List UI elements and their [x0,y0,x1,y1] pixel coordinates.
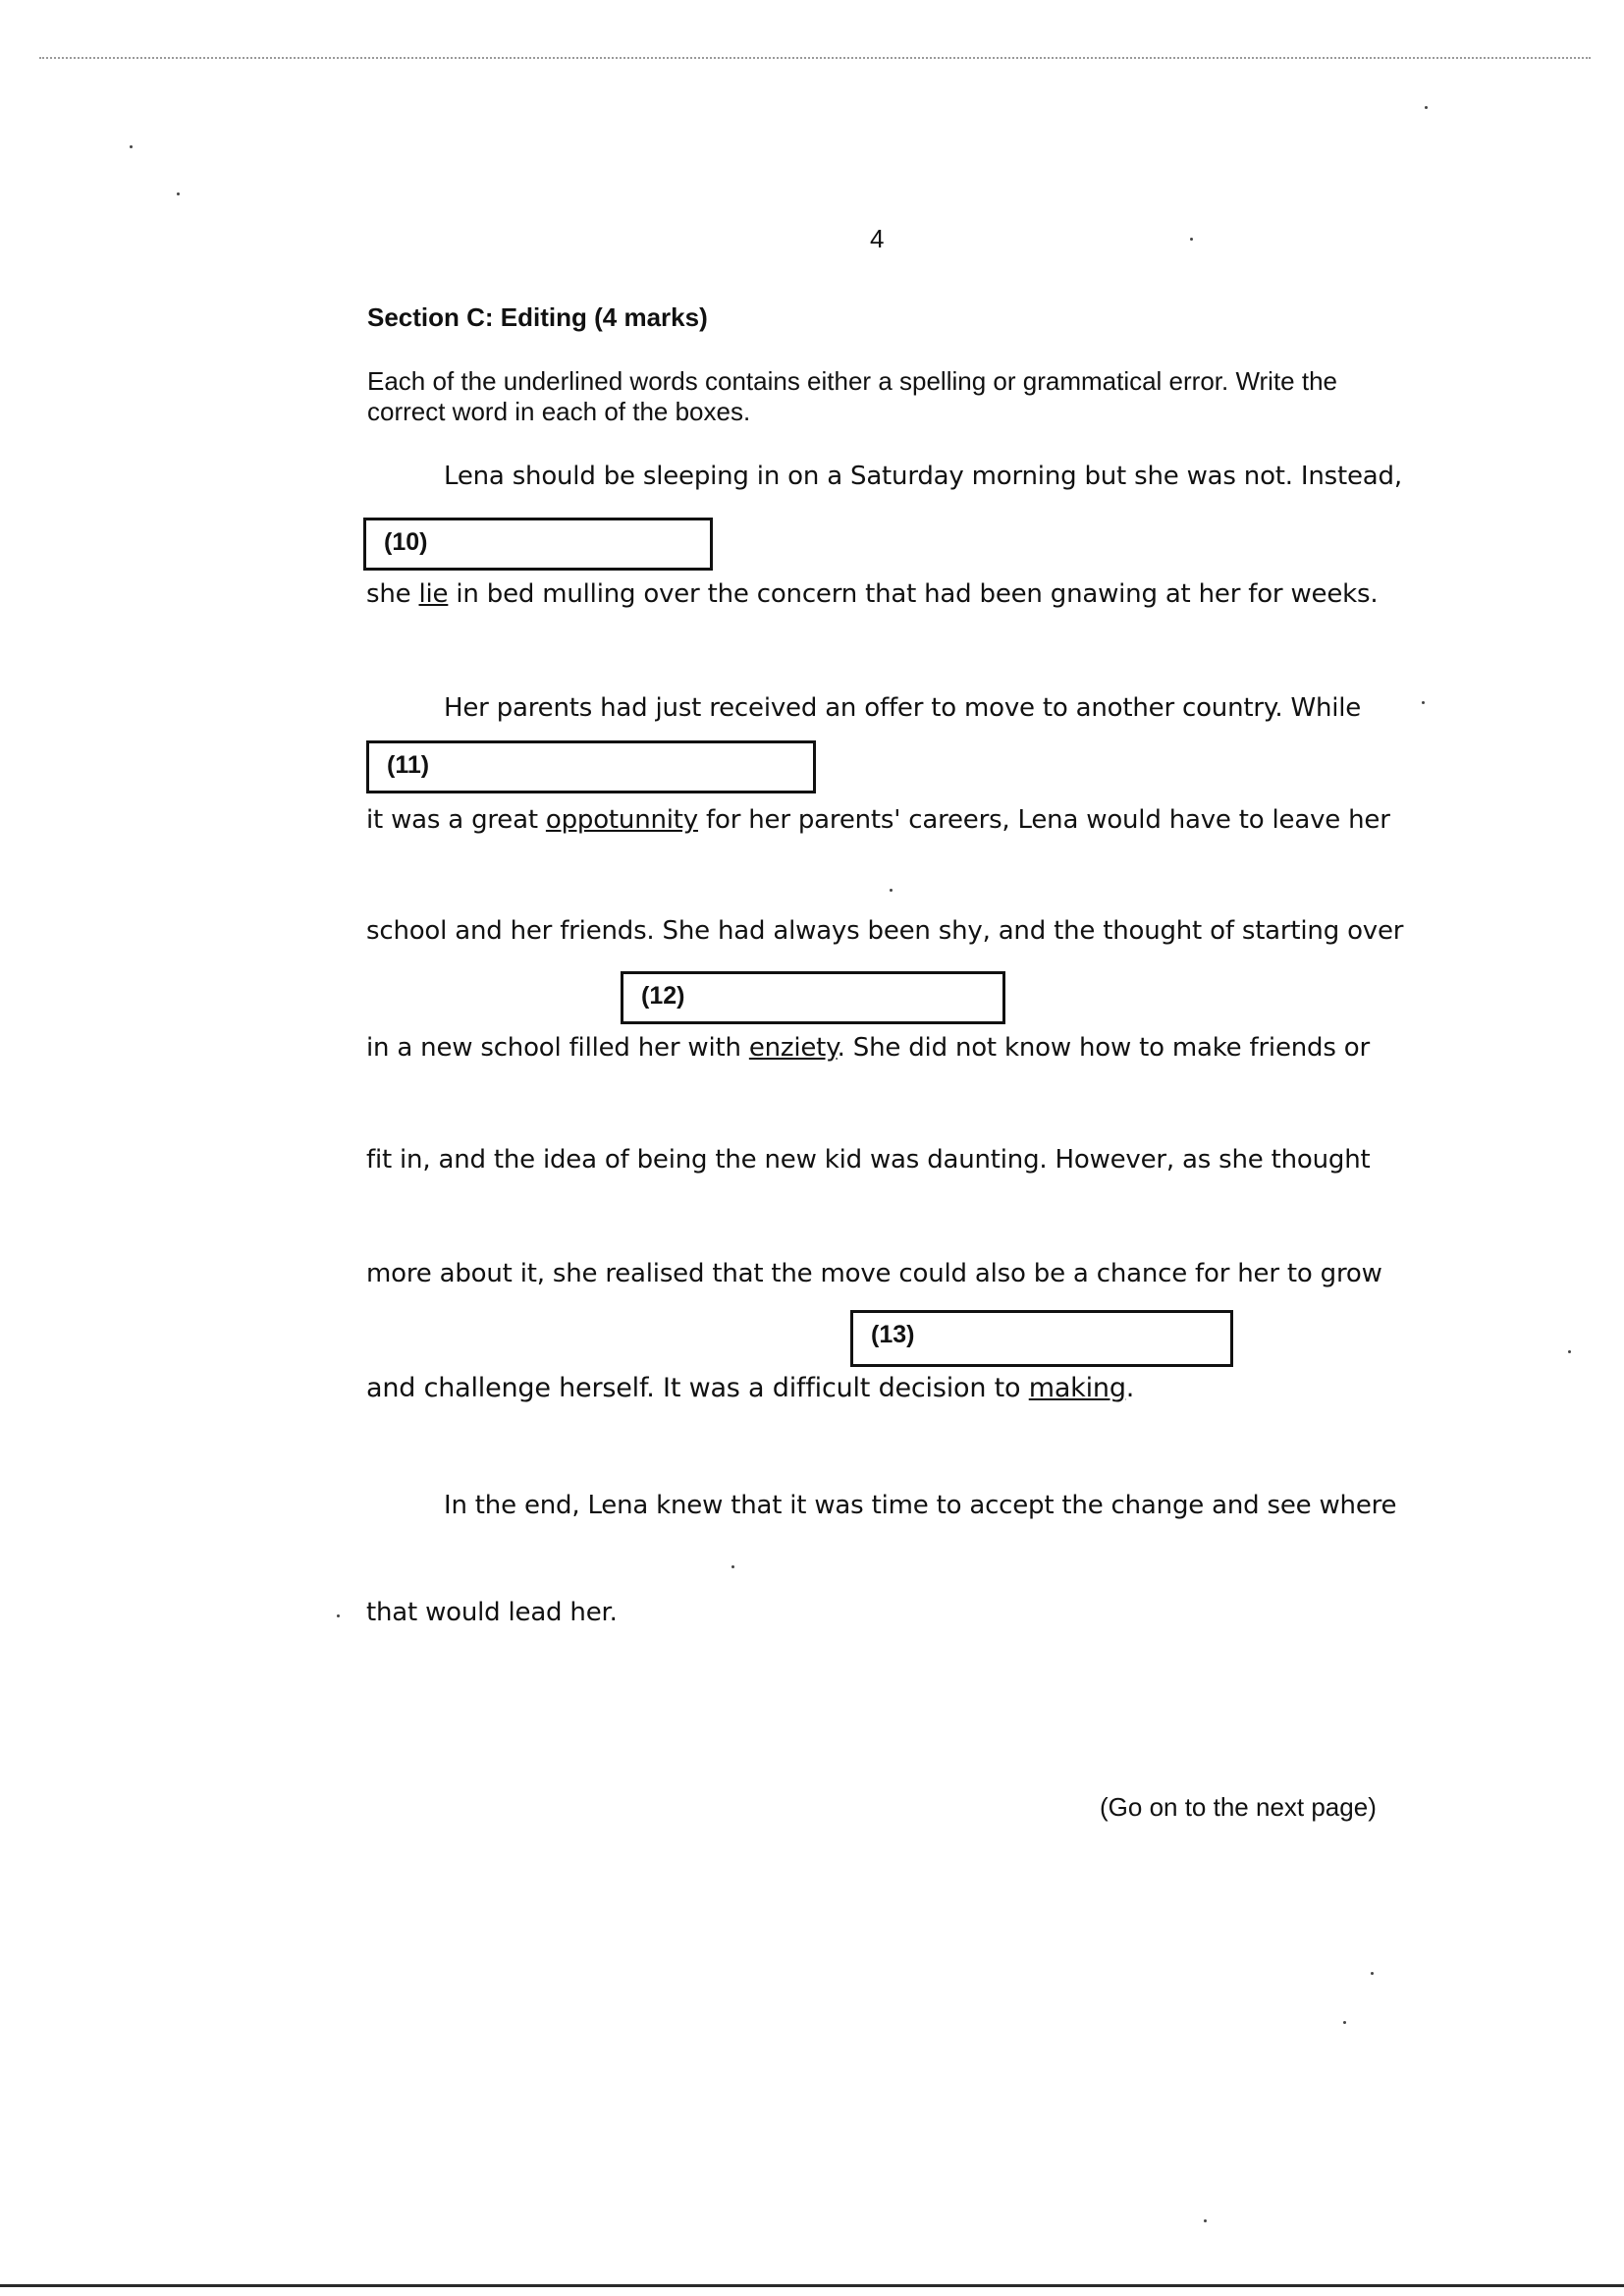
answer-box-label: (10) [384,528,428,556]
scan-speck [1422,701,1425,704]
passage-text: . [1125,1373,1135,1403]
passage-text: in bed mulling over the concern that had been gnawing at her for weeks. [448,579,1379,609]
section-instructions: Each of the underlined words contains either a spelling or grammatical error. Write the correct word in each of the boxes. [367,366,1338,426]
passage-line: that would lead her. [366,1598,618,1627]
scan-speck [1343,2021,1346,2024]
error-word-12: enziety [748,1033,838,1063]
passage-line: fit in, and the idea of being the new kid was daunting. However, as she thought [366,1145,1371,1175]
page-number: 4 [870,224,885,253]
passage-line [366,579,1378,609]
scan-speck [1204,2219,1207,2222]
passage-line: In the end, Lena knew that it was time to accept the change and see where [444,1491,1397,1520]
scan-speck [177,192,180,195]
scan-edge-bottom [0,2284,1624,2287]
answer-box-label: (11) [387,751,430,779]
passage-line: school and her friends. She had always been shy, and the thought of starting over [366,916,1404,946]
answer-box-11[interactable] [366,740,816,793]
passage-line: Her parents had just received an offer to move to another country. While [444,693,1362,723]
answer-box-label: (13) [871,1321,915,1348]
passage-line: more about it, she realised that the move could also be a chance for her to grow [366,1259,1382,1288]
go-on-note: (Go on to the next page) [1100,1792,1377,1822]
scan-speck [1568,1350,1571,1353]
passage-text: and challenge herself. It was a difficult decision to [366,1373,1029,1403]
passage-text: she [366,579,419,609]
scan-speck [731,1565,734,1568]
answer-box-10[interactable] [363,518,713,571]
scan-speck [890,889,893,892]
answer-box-13[interactable] [850,1310,1233,1367]
scan-speck [1425,106,1428,109]
answer-box-label: (12) [641,982,685,1010]
passage-text: it was a great [366,805,546,835]
scan-edge-top [39,57,1591,59]
answer-box-12[interactable] [621,971,1005,1024]
scan-speck [337,1614,340,1617]
scan-speck [130,145,133,148]
passage-line [366,1033,1370,1063]
passage-text: . She did not know how to make friends or [837,1033,1370,1063]
passage-line: Lena should be sleeping in on a Saturday morning but she was not. Instead, [444,462,1402,491]
scan-speck [1371,1972,1374,1975]
section-title: Section C: Editing (4 marks) [367,302,708,332]
passage-text: in a new school filled her with [366,1033,749,1063]
scan-speck [1190,238,1193,241]
error-word-11: oppotunnity [545,805,698,835]
passage-text: for her parents' careers, Lena would have to leave her [697,805,1390,835]
passage-line [366,805,1390,835]
error-word-10: lie [418,579,449,609]
passage-line [366,1373,1134,1403]
error-word-13: making [1028,1373,1126,1403]
